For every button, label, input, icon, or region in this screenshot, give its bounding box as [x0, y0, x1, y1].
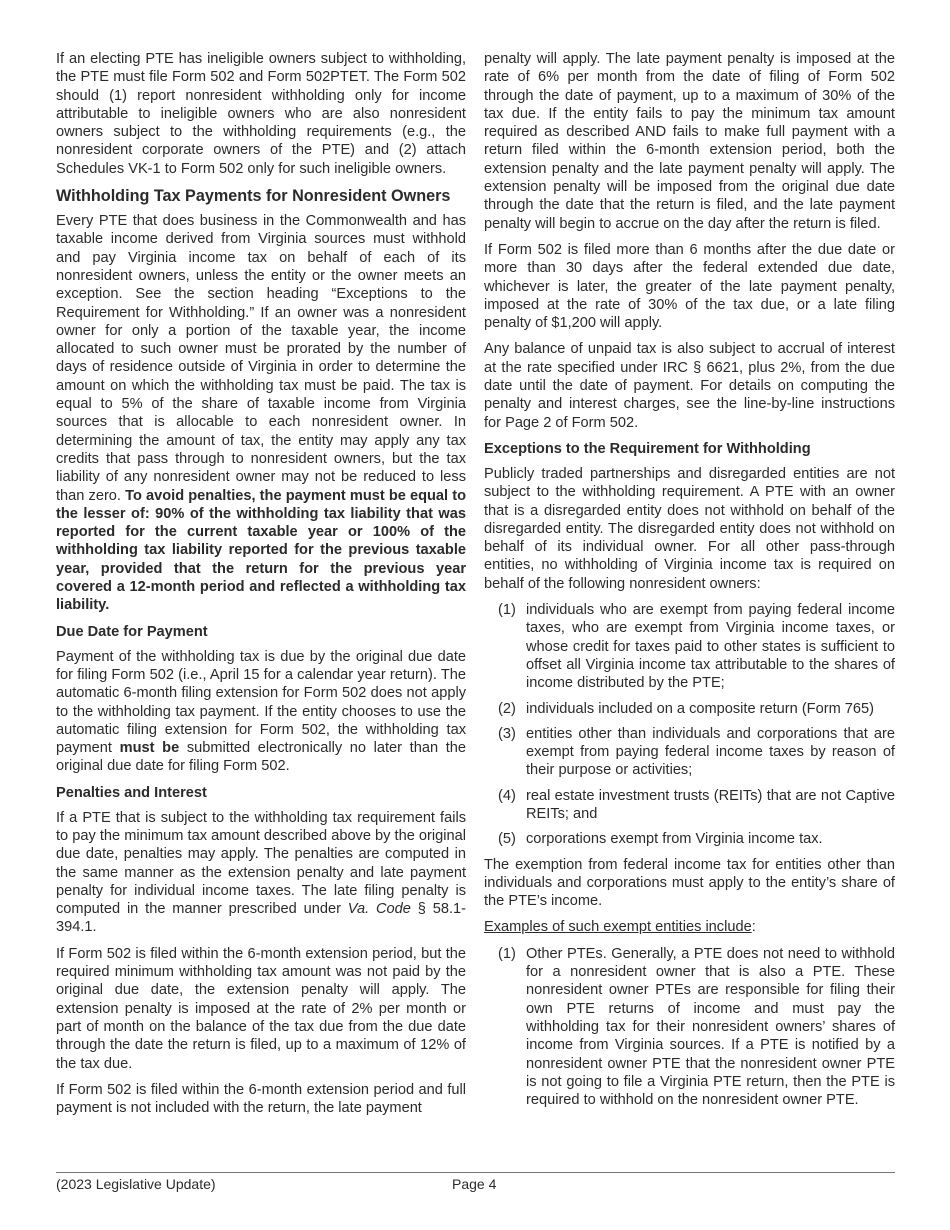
- exempt-entities-examples-list: [484, 945, 895, 1110]
- list-item: [484, 725, 895, 780]
- more-than-six-months-paragraph: If Form 502 is filed more than 6 months after the due date or more than 30 days after the federal extended due date, whichever is later, the greater of the late payment penalty, imposed at the rate of 30% of the tax due, or a late filing penalty of $1,200 will apply.: [484, 241, 895, 332]
- footer-legislative-update: (2023 Legislative Update): [56, 1176, 216, 1192]
- every-pte-text: Every PTE that does business in the Commonwealth and has taxable income derived from Virginia sources must withhold and pay Virginia income tax on behalf of each of its nonresident owners, unless the entity or the owner meets an exception. See the section heading “Exceptions to the Requirement for Withholding.” If an owner was a nonresident owner for only a portion of the taxable year, the income allocated to such owner must be prorated by the number of days of residence outside of Virginia in order to determine the amount on which the withholding tax must be paid. The tax is equal to 5% of the share of taxable income from Virginia sources that is allocable to each nonresident owner. In determining the amount of tax, the entity may apply any tax credits that pass through to nonresident owners, but the tax liability of any nonresident owner may not be reduced to less than zero.: [56, 213, 466, 504]
- examples-label-paragraph: [484, 918, 895, 936]
- list-item-number: (1): [498, 945, 516, 962]
- list-item: [484, 945, 895, 1110]
- list-item: [484, 700, 895, 718]
- list-item-text: corporations exempt from Virginia income tax.: [526, 831, 823, 848]
- subheading-exceptions: Exceptions to the Requirement for Withholding: [484, 440, 811, 457]
- left-column: [56, 50, 466, 1125]
- list-item-text: individuals who are exempt from paying federal income taxes, who are exempt from Virginia income taxes, or whose credit for taxes paid to other states is sufficient to offset all Virginia income tax attributable to the shares of income distributed by the PTE;: [526, 602, 895, 692]
- due-date-text-a: Payment of the withholding tax is due by the original due date for filing Form 502 (i.e., April 15 for a calendar year return). The automatic 6-month filing extension for Form 502 does not apply to the withholding tax payment. If the entity chooses to use the automatic filing extension for Form 502, the withholding tax payment: [56, 648, 466, 757]
- every-pte-paragraph: [56, 212, 466, 615]
- list-item-number: (5): [498, 831, 516, 848]
- due-date-paragraph: [56, 648, 466, 776]
- penalties-text-a: If a PTE that is subject to the withholding tax requirement fails to pay the minimum tax amount described above by the original due date, penalties may apply. The penalties are computed in the same manner as the extension penalty and late payment penalty for individual income taxes. The late filing penalty is computed in the manner prescribed under: [56, 809, 466, 918]
- list-item-text: individuals included on a composite return (Form 765): [526, 700, 874, 717]
- list-item-number: (2): [498, 700, 516, 717]
- full-payment-paragraph: If Form 502 is filed within the 6-month extension period and full payment is not included with the return, the late payment: [56, 1081, 466, 1117]
- subheading-due-date: Due Date for Payment: [56, 623, 208, 640]
- right-column: [484, 50, 895, 1116]
- exemption-paragraph: The exemption from federal income tax for entities other than individuals and corporations must apply to the entity’s share of the PTE’s income.: [484, 856, 895, 910]
- list-item: [484, 830, 895, 848]
- must-be-bold-text: must be: [119, 740, 180, 757]
- footer-divider: [56, 1172, 895, 1173]
- subheading-penalties: Penalties and Interest: [56, 784, 207, 801]
- examples-label: Examples of such exempt entities include: [484, 919, 752, 936]
- va-code-italic: Va. Code: [347, 901, 411, 918]
- intro-paragraph: If an electing PTE has ineligible owners subject to withholding, the PTE must file Form 502 and Form 502PTET. The Form 502 should (1) report nonresident withholding only for income attributable to ineligible owners who are also nonresident owners subject to the withholding requirements (e.g., the nonresident corporate owners of the PTE) and (2) attach Schedules VK-1 to Form 502 only for such ineligible owners.: [56, 51, 466, 177]
- list-item: [484, 601, 895, 692]
- footer-page-number: Page 4: [452, 1176, 497, 1192]
- list-item-text: Other PTEs. Generally, a PTE does not need to withhold for a nonresident owner that is also a PTE. These nonresident owner PTEs are responsible for filing their own PTE returns of income and must pay the withholding tax for their nonresident owners’ shares of income from Virginia sources. If a PTE is notified by a nonresident owner PTE that the nonresident owner PTE is not going to file a Virginia PTE return, then the PTE is required to withhold on the nonresident owner PTE.: [526, 945, 895, 1109]
- exempt-owners-list: [484, 601, 895, 849]
- penalty-avoidance-bold-text: To avoid penalties, the payment must be equal to the lesser of: 90% of the withholding tax liability that was reported for the current taxable year or 100% of the withholding tax liability reported for the previous taxable year, provided that the return for the previous year covered a 12-month period and reflected a withholding tax liability.: [56, 487, 467, 614]
- list-item-number: (4): [498, 787, 516, 804]
- publicly-traded-paragraph: Publicly traded partnerships and disregarded entities are not subject to the withholding requirement. A PTE with an owner that is a disregarded entity does not withhold on behalf of the disregarded entity. The disregarded entity does not withhold on behalf of its individual owner. For all other pass-through entities, no withholding of Virginia income tax is required on behalf of the following nonresident owners:: [484, 465, 895, 592]
- penalties-paragraph: [56, 809, 466, 937]
- interest-paragraph: Any balance of unpaid tax is also subject to accrual of interest at the rate specified under IRC § 6621, plus 2%, from the due date until the date of payment. For details on computing the penalty and interest charges, see the line-by-line instructions for Page 2 of Form 502.: [484, 341, 895, 431]
- late-payment-continuation-paragraph: penalty will apply. The late payment penalty is imposed at the rate of 6% per month from the date of filing of Form 502 through the date of payment, up to a maximum of 30% of the tax due. If the entity fails to pay the minimum tax amount required as described AND fails to make full payment with a return filed within the 6-month extension period, both the extension penalty and the late payment penalty will apply. The extension penalty will be imposed from the original due date through the date that the return is filed, and the late payment penalty will begin to accrue on the day after the return is filed.: [484, 51, 895, 232]
- list-item-text: real estate investment trusts (REITs) that are not Captive REITs; and: [526, 787, 895, 822]
- penalties-text-b: § 58.1-394.1.: [56, 901, 466, 936]
- examples-colon: :: [751, 919, 756, 936]
- section-heading-withholding: Withholding Tax Payments for Nonresident Owners: [56, 187, 451, 206]
- list-item: [484, 787, 895, 824]
- due-date-text-b: submitted electronically no later than the original due date for filing Form 502.: [56, 740, 467, 775]
- extension-penalty-paragraph: If Form 502 is filed within the 6-month extension period, but the required minimum withholding tax amount was not paid by the original due date, the extension penalty will apply. The extension penalty is imposed at the rate of 2% per month or part of month on the balance of the tax due from the due date through the date the return is filed, up to a maximum of 12% of the tax due.: [56, 945, 466, 1072]
- list-item-number: (3): [498, 725, 516, 742]
- list-item-text: entities other than individuals and corporations that are exempt from paying federal income taxes by reason of their purpose or activities;: [526, 725, 895, 779]
- list-item-number: (1): [498, 602, 516, 619]
